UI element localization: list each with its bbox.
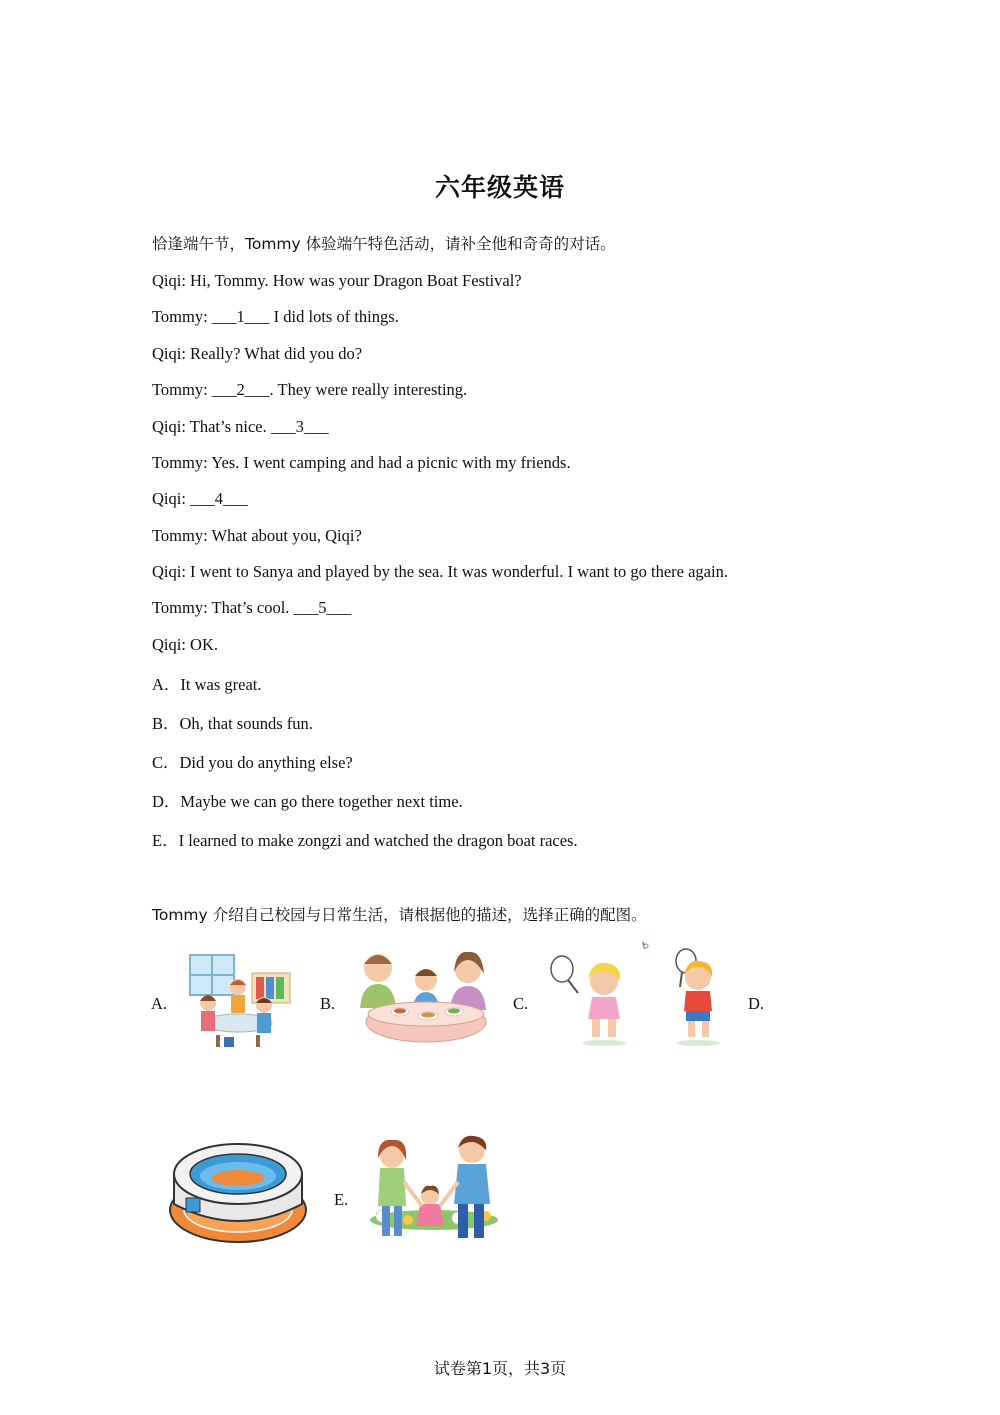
dialogue-line: Qiqi: OK. [152,635,218,654]
section2-intro: Tommy 介绍自己校园与日常生活，请根据他的描述，选择正确的配图。 [152,906,647,924]
classroom-picture [186,953,294,1049]
badminton-picture [548,935,728,1049]
option-b: B．Oh, that sounds fun. [152,714,313,733]
option-c: C．Did you do anything else? [152,753,353,772]
dialogue-line: Tommy: Yes. I went camping and had a picnic with my friends. [152,453,571,472]
section1-intro: 恰逢端午节，Tommy 体验端午特色活动，请补全他和奇奇的对话。 [152,235,616,253]
dialogue-line: Tommy: ___2___. They were really interesting. [152,380,468,399]
option-e: E．I learned to make zongzi and watched the dragon boat races. [152,831,578,850]
dialogue-line: Tommy: What about you, Qiqi? [152,526,362,545]
dialogue-line: Qiqi: ___4___ [152,489,248,508]
family-dinner-picture [356,946,490,1048]
picture-label-e: E. [334,1190,349,1209]
dialogue-line: Qiqi: Hi, Tommy. How was your Dragon Boat Festival? [152,271,522,290]
picture-label-d: D. [748,994,765,1013]
dialogue-line: Qiqi: That’s nice. ___3___ [152,417,329,436]
picture-label-c: C. [513,994,529,1013]
dialogue-line: Qiqi: I went to Sanya and played by the sea. It was wonderful. I want to go there again. [152,562,728,581]
option-a: A．It was great. [152,675,262,694]
stadium-picture [166,1134,308,1246]
dialogue-line: Tommy: ___1___ I did lots of things. [152,307,399,326]
option-d: D．Maybe we can go there together next time. [152,792,463,811]
family-walk-picture [368,1132,502,1248]
dialogue-line: Qiqi: Really? What did you do? [152,344,363,363]
page-footer: 试卷第1页，共3页 [433,1359,567,1378]
picture-label-b: B. [320,994,336,1013]
dialogue-line: Tommy: That’s cool. ___5___ [152,598,352,617]
picture-label-a: A. [151,994,168,1013]
page-title: 六年级英语 [434,173,565,202]
